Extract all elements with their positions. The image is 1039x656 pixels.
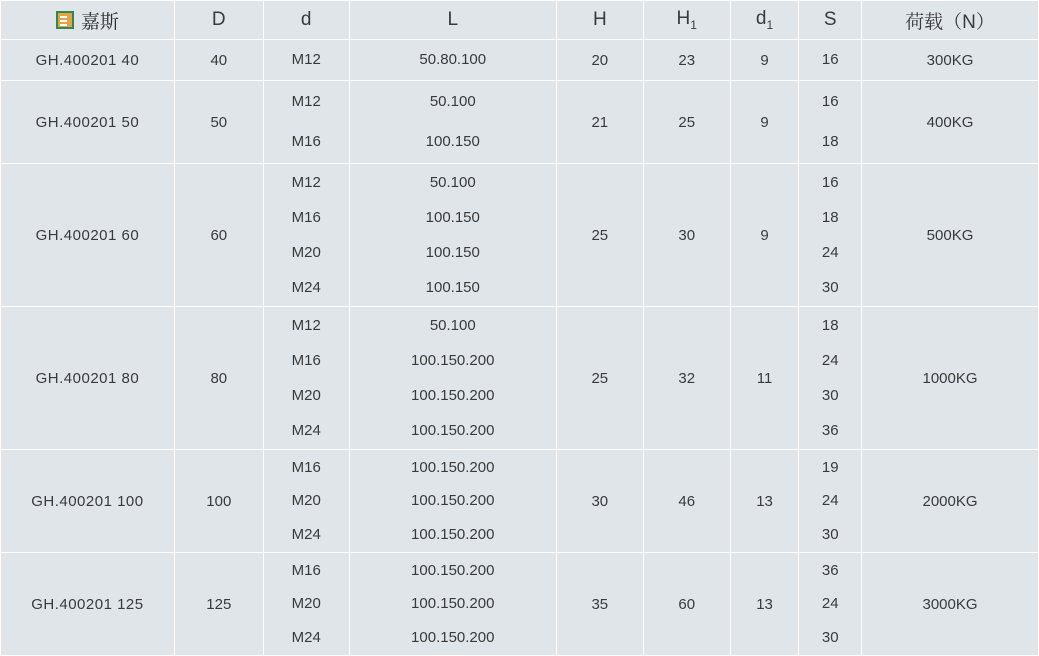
cell-d-thread-value: M12 bbox=[291, 317, 321, 334]
cell-load: 1000KG bbox=[862, 307, 1039, 450]
cell-d-thread bbox=[263, 450, 349, 553]
header-s: S bbox=[799, 1, 862, 40]
table-row bbox=[1, 164, 1039, 307]
cell-h1: 25 bbox=[643, 81, 730, 164]
header-load: 荷载（N） bbox=[862, 1, 1039, 40]
header-d1 bbox=[730, 1, 799, 40]
cell-s bbox=[799, 450, 862, 553]
cell-load: 3000KG bbox=[862, 553, 1039, 656]
table-row bbox=[1, 81, 1039, 164]
cell-d-thread-value: M20 bbox=[291, 244, 321, 261]
cell-s-value: 30 bbox=[821, 525, 839, 543]
cell-l bbox=[349, 81, 556, 164]
table-row bbox=[1, 553, 1039, 656]
cell-s bbox=[799, 553, 862, 656]
cell-l-value: 50.100 bbox=[429, 93, 476, 110]
cell-s-value: 16 bbox=[821, 93, 839, 110]
table-row bbox=[1, 450, 1039, 553]
cell-model: GH.400201 80 bbox=[1, 307, 175, 450]
cell-h: 30 bbox=[556, 450, 643, 553]
cell-d-thread-value: M20 bbox=[291, 387, 321, 404]
cell-l-value: 50.100 bbox=[429, 174, 476, 191]
cell-model: GH.400201 50 bbox=[1, 81, 175, 164]
header-d1-main: d bbox=[755, 8, 767, 30]
cell-s-value: 24 bbox=[821, 492, 839, 510]
cell-s bbox=[799, 40, 862, 81]
cell-load: 500KG bbox=[862, 164, 1039, 307]
cell-d-thread-value: M12 bbox=[291, 93, 321, 110]
header-d-thread: d bbox=[263, 1, 349, 40]
cell-l-value: 100.150.200 bbox=[411, 352, 495, 369]
cell-d-outer: 50 bbox=[174, 81, 263, 164]
cell-h: 25 bbox=[556, 164, 643, 307]
cell-d-thread-value: M12 bbox=[291, 174, 321, 191]
cell-d-thread-value: M24 bbox=[291, 525, 321, 543]
cell-h: 20 bbox=[556, 40, 643, 81]
cell-load: 400KG bbox=[862, 81, 1039, 164]
cell-d-thread-value: M24 bbox=[291, 422, 321, 439]
cell-l-value: 100.150.200 bbox=[411, 387, 495, 404]
header-d1-sub: 1 bbox=[766, 17, 774, 32]
cell-d1: 13 bbox=[730, 450, 799, 553]
header-h1-sub: 1 bbox=[690, 17, 697, 32]
cell-load: 300KG bbox=[862, 40, 1039, 81]
cell-l-value: 100.150 bbox=[425, 244, 480, 261]
cell-d1: 13 bbox=[730, 553, 799, 656]
cell-d1: 9 bbox=[730, 81, 799, 164]
cell-s-value: 18 bbox=[821, 133, 839, 150]
cell-d-thread bbox=[263, 553, 349, 656]
cell-d-thread-value: M24 bbox=[291, 628, 321, 646]
cell-d1: 11 bbox=[730, 307, 799, 450]
cell-d-thread-value: M12 bbox=[291, 51, 321, 68]
cell-h1: 23 bbox=[643, 40, 730, 81]
cell-d-thread bbox=[263, 40, 349, 81]
cell-model: GH.400201 60 bbox=[1, 164, 175, 307]
cell-h: 35 bbox=[556, 553, 643, 656]
header-h: H bbox=[556, 1, 643, 40]
header-brand bbox=[1, 1, 175, 40]
cell-load: 2000KG bbox=[862, 450, 1039, 553]
cell-d-outer: 40 bbox=[174, 40, 263, 81]
cell-model: GH.400201 100 bbox=[1, 450, 175, 553]
table-header bbox=[1, 1, 1039, 40]
cell-s bbox=[799, 164, 862, 307]
cell-l-value: 50.80.100 bbox=[419, 51, 487, 68]
cell-d-outer: 60 bbox=[174, 164, 263, 307]
cell-l bbox=[349, 164, 556, 307]
cell-d-thread-value: M16 bbox=[291, 352, 321, 369]
cell-h1: 30 bbox=[643, 164, 730, 307]
cell-l-value: 100.150.200 bbox=[411, 459, 495, 476]
table-row bbox=[1, 307, 1039, 450]
cell-d-thread bbox=[263, 81, 349, 164]
cell-h1: 32 bbox=[643, 307, 730, 450]
cell-l-value: 100.150.200 bbox=[411, 422, 495, 439]
cell-l-value: 100.150 bbox=[425, 133, 480, 150]
cell-l-value: 100.150 bbox=[425, 209, 480, 226]
header-l: L bbox=[349, 1, 556, 40]
cell-l-value: 50.100 bbox=[429, 317, 476, 334]
cell-s-value: 24 bbox=[821, 352, 839, 369]
cell-model: GH.400201 125 bbox=[1, 553, 175, 656]
cell-h1: 60 bbox=[643, 553, 730, 656]
cell-s-value: 18 bbox=[821, 317, 839, 334]
cell-d-thread-value: M16 bbox=[291, 562, 321, 579]
cell-s-value: 18 bbox=[821, 209, 839, 226]
cell-l bbox=[349, 450, 556, 553]
cell-d-thread bbox=[263, 164, 349, 307]
cell-s-value: 16 bbox=[821, 174, 839, 191]
cell-d1: 9 bbox=[730, 40, 799, 81]
cell-l bbox=[349, 40, 556, 81]
cell-d-outer: 80 bbox=[174, 307, 263, 450]
cell-s-value: 24 bbox=[821, 595, 839, 613]
cell-d-outer: 100 bbox=[174, 450, 263, 553]
cell-l-value: 100.150 bbox=[425, 279, 480, 296]
cell-l-value: 100.150.200 bbox=[411, 628, 495, 646]
cell-d-thread-value: M24 bbox=[291, 279, 321, 296]
cell-s bbox=[799, 81, 862, 164]
brand-name: 嘉斯 bbox=[80, 10, 119, 33]
cell-d-thread-value: M16 bbox=[291, 133, 321, 150]
cell-d-thread-value: M20 bbox=[291, 492, 321, 510]
cell-l bbox=[349, 307, 556, 450]
cell-s bbox=[799, 307, 862, 450]
cell-s-value: 16 bbox=[821, 51, 839, 68]
cell-model: GH.400201 40 bbox=[1, 40, 175, 81]
cell-s-value: 30 bbox=[821, 628, 839, 646]
cell-l bbox=[349, 553, 556, 656]
cell-l-value: 100.150.200 bbox=[411, 492, 495, 510]
cell-l-value: 100.150.200 bbox=[411, 562, 495, 579]
cell-s-value: 24 bbox=[821, 244, 839, 261]
cell-l-value: 100.150.200 bbox=[411, 525, 495, 543]
cell-d-thread-value: M20 bbox=[291, 595, 321, 613]
cell-d-thread bbox=[263, 307, 349, 450]
jiasi-logo-icon bbox=[56, 11, 74, 29]
cell-h1: 46 bbox=[643, 450, 730, 553]
header-d-outer: D bbox=[174, 1, 263, 40]
table-body bbox=[1, 40, 1039, 656]
cell-s-value: 30 bbox=[821, 387, 839, 404]
cell-s-value: 19 bbox=[821, 459, 839, 476]
cell-s-value: 36 bbox=[821, 562, 839, 579]
cell-s-value: 36 bbox=[821, 422, 839, 439]
cell-d-outer: 125 bbox=[174, 553, 263, 656]
table-row bbox=[1, 40, 1039, 81]
cell-h: 21 bbox=[556, 81, 643, 164]
cell-d-thread-value: M16 bbox=[291, 209, 321, 226]
header-h1 bbox=[643, 1, 730, 40]
cell-s-value: 30 bbox=[821, 279, 839, 296]
cell-h: 25 bbox=[556, 307, 643, 450]
header-row bbox=[1, 1, 1039, 40]
header-h1-main: H bbox=[676, 8, 691, 30]
cell-l-value: 100.150.200 bbox=[411, 595, 495, 613]
cell-d1: 9 bbox=[730, 164, 799, 307]
cell-d-thread-value: M16 bbox=[291, 459, 321, 476]
